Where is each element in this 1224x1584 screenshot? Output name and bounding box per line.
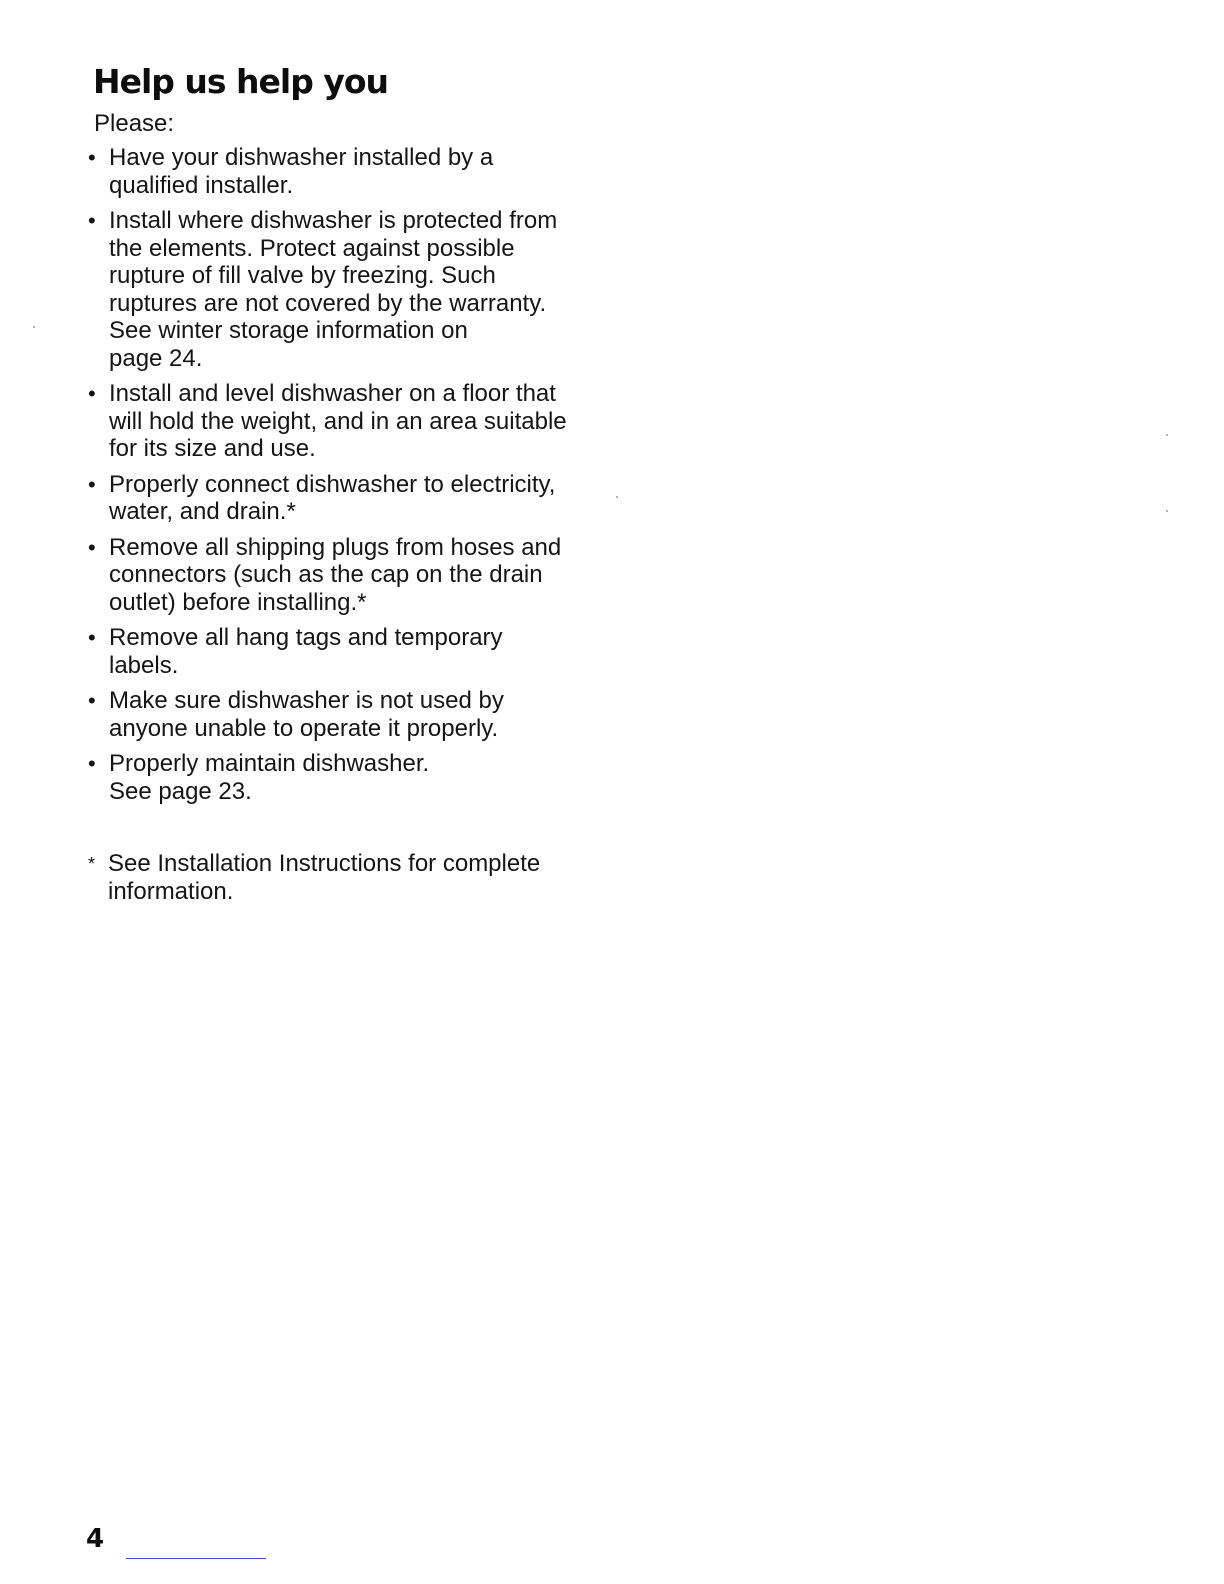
footnote xyxy=(88,850,608,906)
list-item xyxy=(86,144,606,199)
list-item xyxy=(86,380,606,463)
scan-speck xyxy=(1166,434,1168,436)
asterisk-icon: * xyxy=(88,854,96,874)
list-item-text: Have your dishwasher installed by a qualified installer. xyxy=(109,144,494,199)
footer-divider xyxy=(126,1558,266,1559)
scan-speck xyxy=(33,326,35,328)
instruction-list xyxy=(86,144,606,813)
bullet-icon: • xyxy=(88,471,96,497)
scan-speck xyxy=(1166,510,1168,512)
list-item-text: Properly connect dishwasher to electricity, water, and drain.* xyxy=(109,470,556,525)
list-item-text: Install where dishwasher is protected from the elements. Protect against possible rupture of fill valve by freezing. Such ruptures are not covered by the warranty. See winter storage information on page 24. xyxy=(109,207,558,372)
bullet-icon: • xyxy=(88,534,96,560)
intro-text: Please: xyxy=(94,110,175,137)
bullet-icon: • xyxy=(88,625,96,650)
list-item xyxy=(86,534,606,617)
list-item-text: Install and level dishwasher on a floor that will hold the weight, and in an area suitable for its size and use. xyxy=(109,380,567,462)
bullet-icon: • xyxy=(88,145,96,170)
list-item xyxy=(86,687,606,742)
list-item-text: Remove all shipping plugs from hoses and connectors (such as the cap on the drain outlet) before installing.* xyxy=(109,533,562,616)
bullet-icon: • xyxy=(88,208,96,233)
bullet-icon: • xyxy=(88,688,96,713)
scan-speck xyxy=(616,496,618,498)
list-item xyxy=(86,207,606,372)
page-number: 4 xyxy=(86,1524,105,1554)
list-item xyxy=(86,624,606,679)
bullet-icon: • xyxy=(88,381,96,406)
list-item-text: Make sure dishwasher is not used by anyone unable to operate it properly. xyxy=(109,687,504,742)
list-item-text: Properly maintain dishwasher. See page 23. xyxy=(109,750,430,805)
list-item xyxy=(86,471,606,526)
list-item-text: Remove all hang tags and temporary labels. xyxy=(109,624,503,679)
list-item xyxy=(86,750,606,805)
footnote-text: See Installation Instructions for complete information. xyxy=(108,850,541,905)
bullet-icon: • xyxy=(88,751,96,776)
page-title: Help us help you xyxy=(93,62,389,101)
